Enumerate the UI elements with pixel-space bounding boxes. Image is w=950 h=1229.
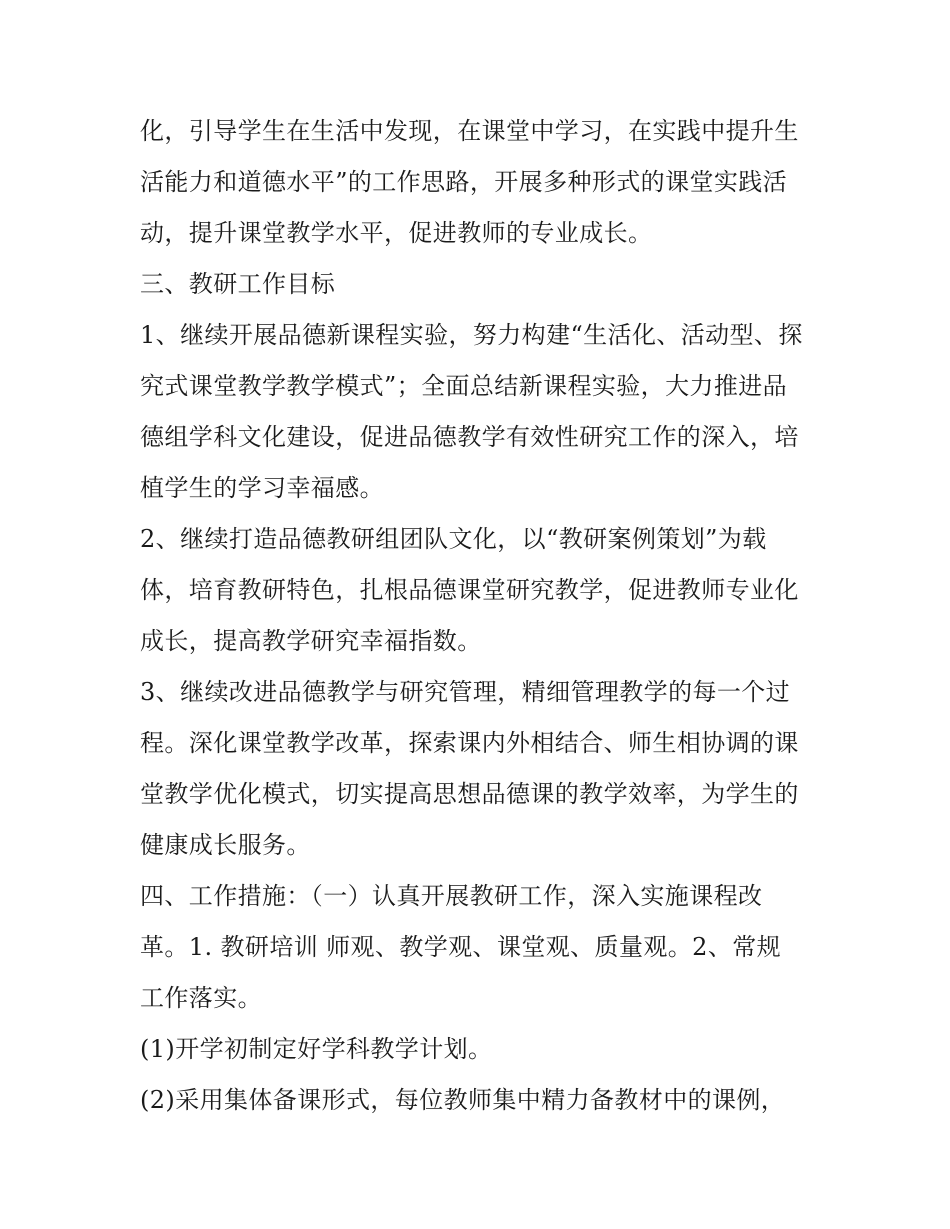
text-line: 程。深化课堂教学改革，探索课内外相结合、师生相协调的课: [140, 729, 799, 757]
text-line: 健康成长服务。: [140, 831, 311, 859]
text-line: 动，提升课堂教学水平，促进教师的专业成长。: [140, 219, 653, 247]
section-heading: 四、工作措施：（一）认真开展教研工作，深入实施课程改: [140, 882, 763, 910]
text-line: 2、继续打造品德教研组团队文化，以“教研案例策划”为载: [140, 525, 767, 553]
text-line: 活能力和道德水平”的工作思路，开展多种形式的课堂实践活: [140, 168, 788, 196]
text-line: 革。1. 教研培训 师观、教学观、课堂观、质量观。2、常规: [140, 933, 782, 961]
text-line: 体，培育教研特色，扎根品德课堂研究教学，促进教师专业化: [140, 576, 799, 604]
text-line: 成长，提高教学研究幸福指数。: [140, 627, 482, 655]
list-item: (2)采用集体备课形式，每位教师集中精力备教材中的课例，: [140, 1086, 786, 1114]
text-line: 堂教学优化模式，切实提高思想品德课的教学效率，为学生的: [140, 780, 799, 808]
document-body: [140, 106, 820, 1126]
text-line: 化，引导学生在生活中发现，在课堂中学习，在实践中提升生: [140, 117, 799, 145]
text-line: 3、继续改进品德教学与研究管理，精细管理教学的每一个过: [140, 678, 791, 706]
text-line: 究式课堂教学教学模式”；全面总结新课程实验，大力推进品: [140, 372, 788, 400]
text-line: 植学生的学习幸福感。: [140, 474, 384, 502]
section-heading: 三、教研工作目标: [140, 270, 336, 298]
text-line: 1、继续开展品德新课程实验，努力构建“生活化、活动型、探: [140, 321, 803, 349]
text-line: 德组学科文化建设，促进品德教学有效性研究工作的深入，培: [140, 423, 799, 451]
list-item: (1)开学初制定好学科教学计划。: [140, 1035, 493, 1063]
text-line: 工作落实。: [140, 984, 262, 1012]
